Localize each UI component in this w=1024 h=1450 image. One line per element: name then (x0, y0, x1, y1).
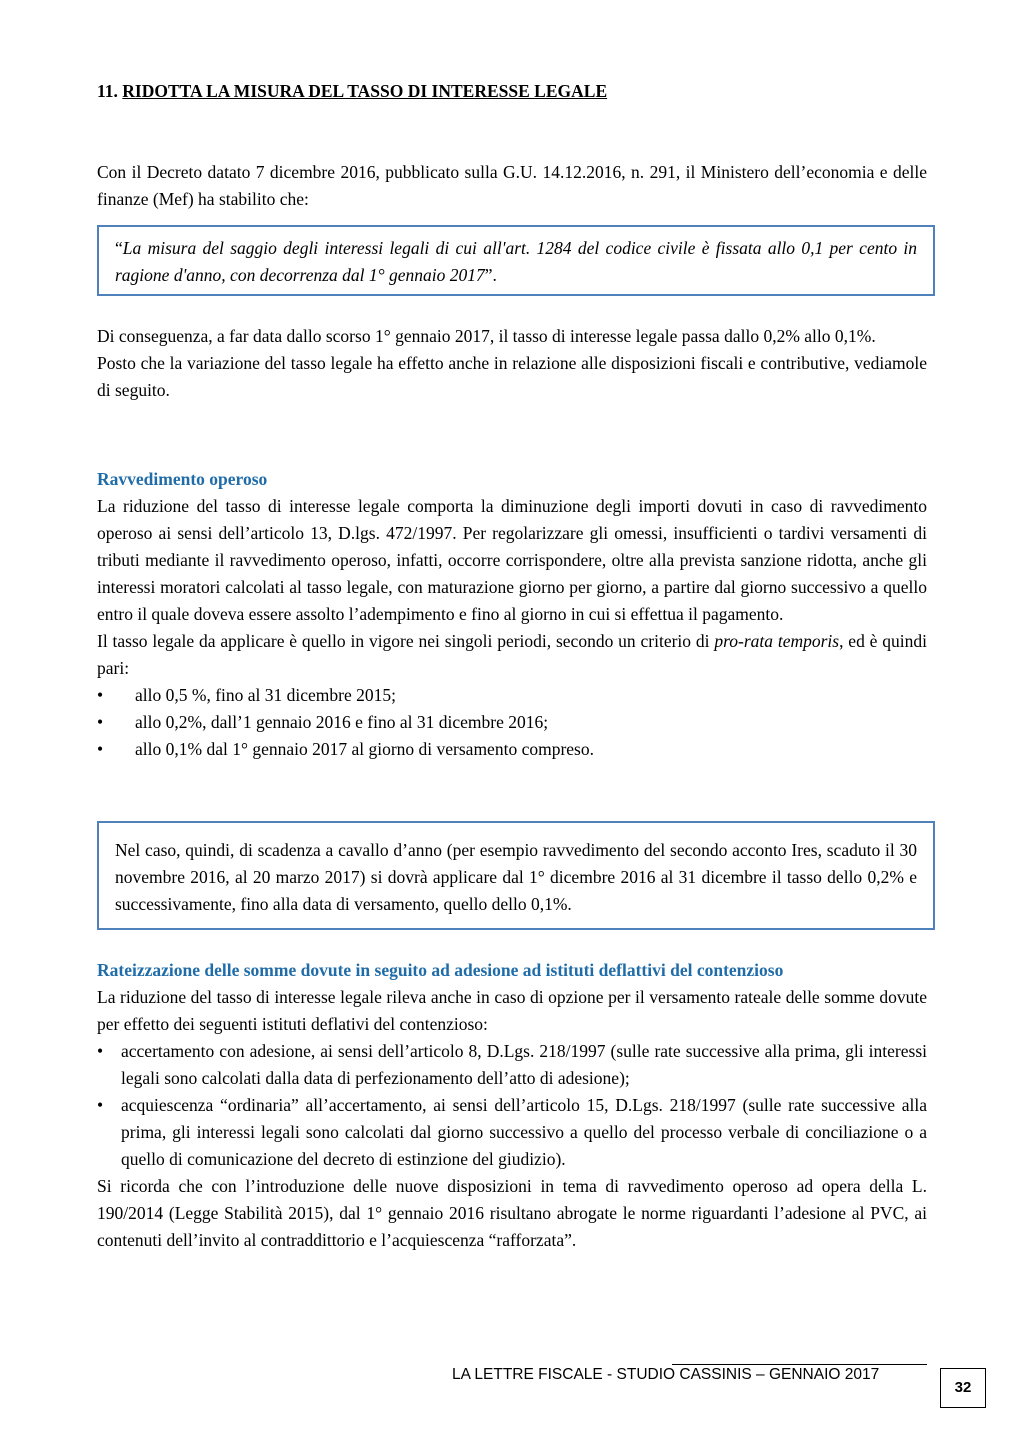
footer-divider (672, 1364, 927, 1365)
bullet-icon: • (97, 1095, 104, 1115)
quote-paragraph (99, 235, 933, 289)
list-item-text: allo 0,2%, dall’1 gennaio 2016 e fino al 31 dicembre 2016; (135, 712, 549, 732)
consequence-paragraph: Di conseguenza, a far data dallo scorso 1° gennaio 2017, il tasso di interesse legale passa dallo 0,2% allo 0,1%. (97, 326, 876, 346)
title-number: 11. (97, 81, 123, 101)
rate-paragraph (97, 628, 927, 682)
example-box (97, 821, 935, 930)
bullet-icon: • (97, 685, 104, 705)
list-item (97, 736, 927, 763)
section-heading: Rateizzazione delle somme dovute in seguito ad adesione ad istituti deflattivi del contenzioso (97, 960, 784, 980)
list-item (97, 682, 927, 709)
page-number: 32 (940, 1368, 986, 1408)
intro-block (97, 159, 927, 213)
intro-paragraph: Con il Decreto datato 7 dicembre 2016, pubblicato sulla G.U. 14.12.2016, n. 291, il Ministero dell’economia e delle finanze (Mef) ha stabilito che: (97, 162, 927, 209)
section-paragraph: La riduzione del tasso di interesse legale rileva anche in caso di opzione per il versamento rateale delle somme dovute per effetto dei seguenti istituti deflativi del contenzioso: (97, 987, 927, 1034)
list-item (97, 1038, 927, 1092)
quote-text: La misura del saggio degli interessi legali di cui all'art. 1284 del codice civile è fissata allo 0,1 per cento in ragione d'anno, con decorrenza dal 1° gennaio 2017 (115, 238, 917, 285)
section-rateizzazione (97, 957, 927, 1254)
list-item-text: allo 0,5 %, fino al 31 dicembre 2015; (135, 685, 396, 705)
quote-close: ”. (484, 265, 497, 285)
section-ravvedimento (97, 466, 927, 763)
posto-paragraph: Posto che la variazione del tasso legale ha effetto anche in relazione alle disposizioni fiscali e contributive, vediamole di seguito. (97, 353, 927, 400)
quote-box (97, 225, 935, 296)
list-item-text: acquiescenza “ordinaria” all’accertamento, ai sensi dell’articolo 15, D.Lgs. 218/1997 (sulle rate successive alla prima, gli interessi legali sono calcolati dal giorno successivo a quello del processo verbale di conciliazione o a quello di comunicazione del decreto di estinzione del giudizio). (121, 1095, 927, 1169)
example-paragraph: Nel caso, quindi, di scadenza a cavallo d’anno (per esempio ravvedimento del secondo acconto Ires, scaduto il 30 novembre 2016, al 20 marzo 2017) si dovrà applicare dal 1° dicembre 2016 al 31 dicembre il tasso dello 0,2% e successivamente, fino alla data di versamento, quello dello 0,1%. (115, 840, 917, 914)
bullet-icon: • (97, 712, 104, 732)
list-item-text: allo 0,1% dal 1° gennaio 2017 al giorno di versamento compreso. (135, 739, 594, 759)
section-heading: Ravvedimento operoso (97, 469, 268, 489)
section-paragraph: La riduzione del tasso di interesse legale comporta la diminuzione degli importi dovuti in caso di ravvedimento operoso ai sensi dell’articolo 13, D.lgs. 472/1997. Per regolarizzare gli omessi, insufficienti o tardivi versamenti di tributi mediante il ravvedimento operoso, infatti, occorre corrispondere, oltre alla prevista sanzione ridotta, anche gli interessi moratori calcolati al tasso legale, con maturazione giorno per giorno, a partire dal giorno successivo a quello entro il quale doveva essere assolto l’adempimento e fino al giorno in cui si effettua il pagamento. (97, 496, 927, 624)
rate-list (97, 682, 927, 763)
consequence-block (97, 323, 927, 404)
rate-text-a: Il tasso legale da applicare è quello in vigore nei singoli periodi, secondo un criterio di (97, 631, 715, 651)
bullet-icon: • (97, 1041, 104, 1061)
rate-text-b: , ed è quindi pari: (97, 631, 927, 678)
closing-paragraph: Si ricorda che con l’introduzione delle nuove disposizioni in tema di ravvedimento operoso ad opera della L. 190/2014 (Legge Stabilità 2015), dal 1° gennaio 2016 risultano abrogate le norme riguardanti l’adesione al PVC, ai contenuti dell’invito al contraddittorio e l’acquiescenza “rafforzata”. (97, 1176, 927, 1250)
quote-open: “ (115, 238, 123, 258)
list-item-text: accertamento con adesione, ai sensi dell’articolo 8, D.Lgs. 218/1997 (sulle rate successive alla prima, gli interessi legali sono calcolati dalla data di perfezionamento dell’atto di adesione); (121, 1041, 927, 1088)
page-title (97, 80, 607, 102)
istituti-list (97, 1038, 927, 1173)
list-item (97, 709, 927, 736)
title-text: RIDOTTA LA MISURA DEL TASSO DI INTERESSE LEGALE (122, 81, 608, 101)
pro-rata-text: pro-rata temporis (714, 631, 840, 651)
list-item (97, 1092, 927, 1173)
bullet-icon: • (97, 739, 104, 759)
footer-text: LA LETTRE FISCALE - STUDIO CASSINIS – GENNAIO 2017 (452, 1366, 880, 1383)
